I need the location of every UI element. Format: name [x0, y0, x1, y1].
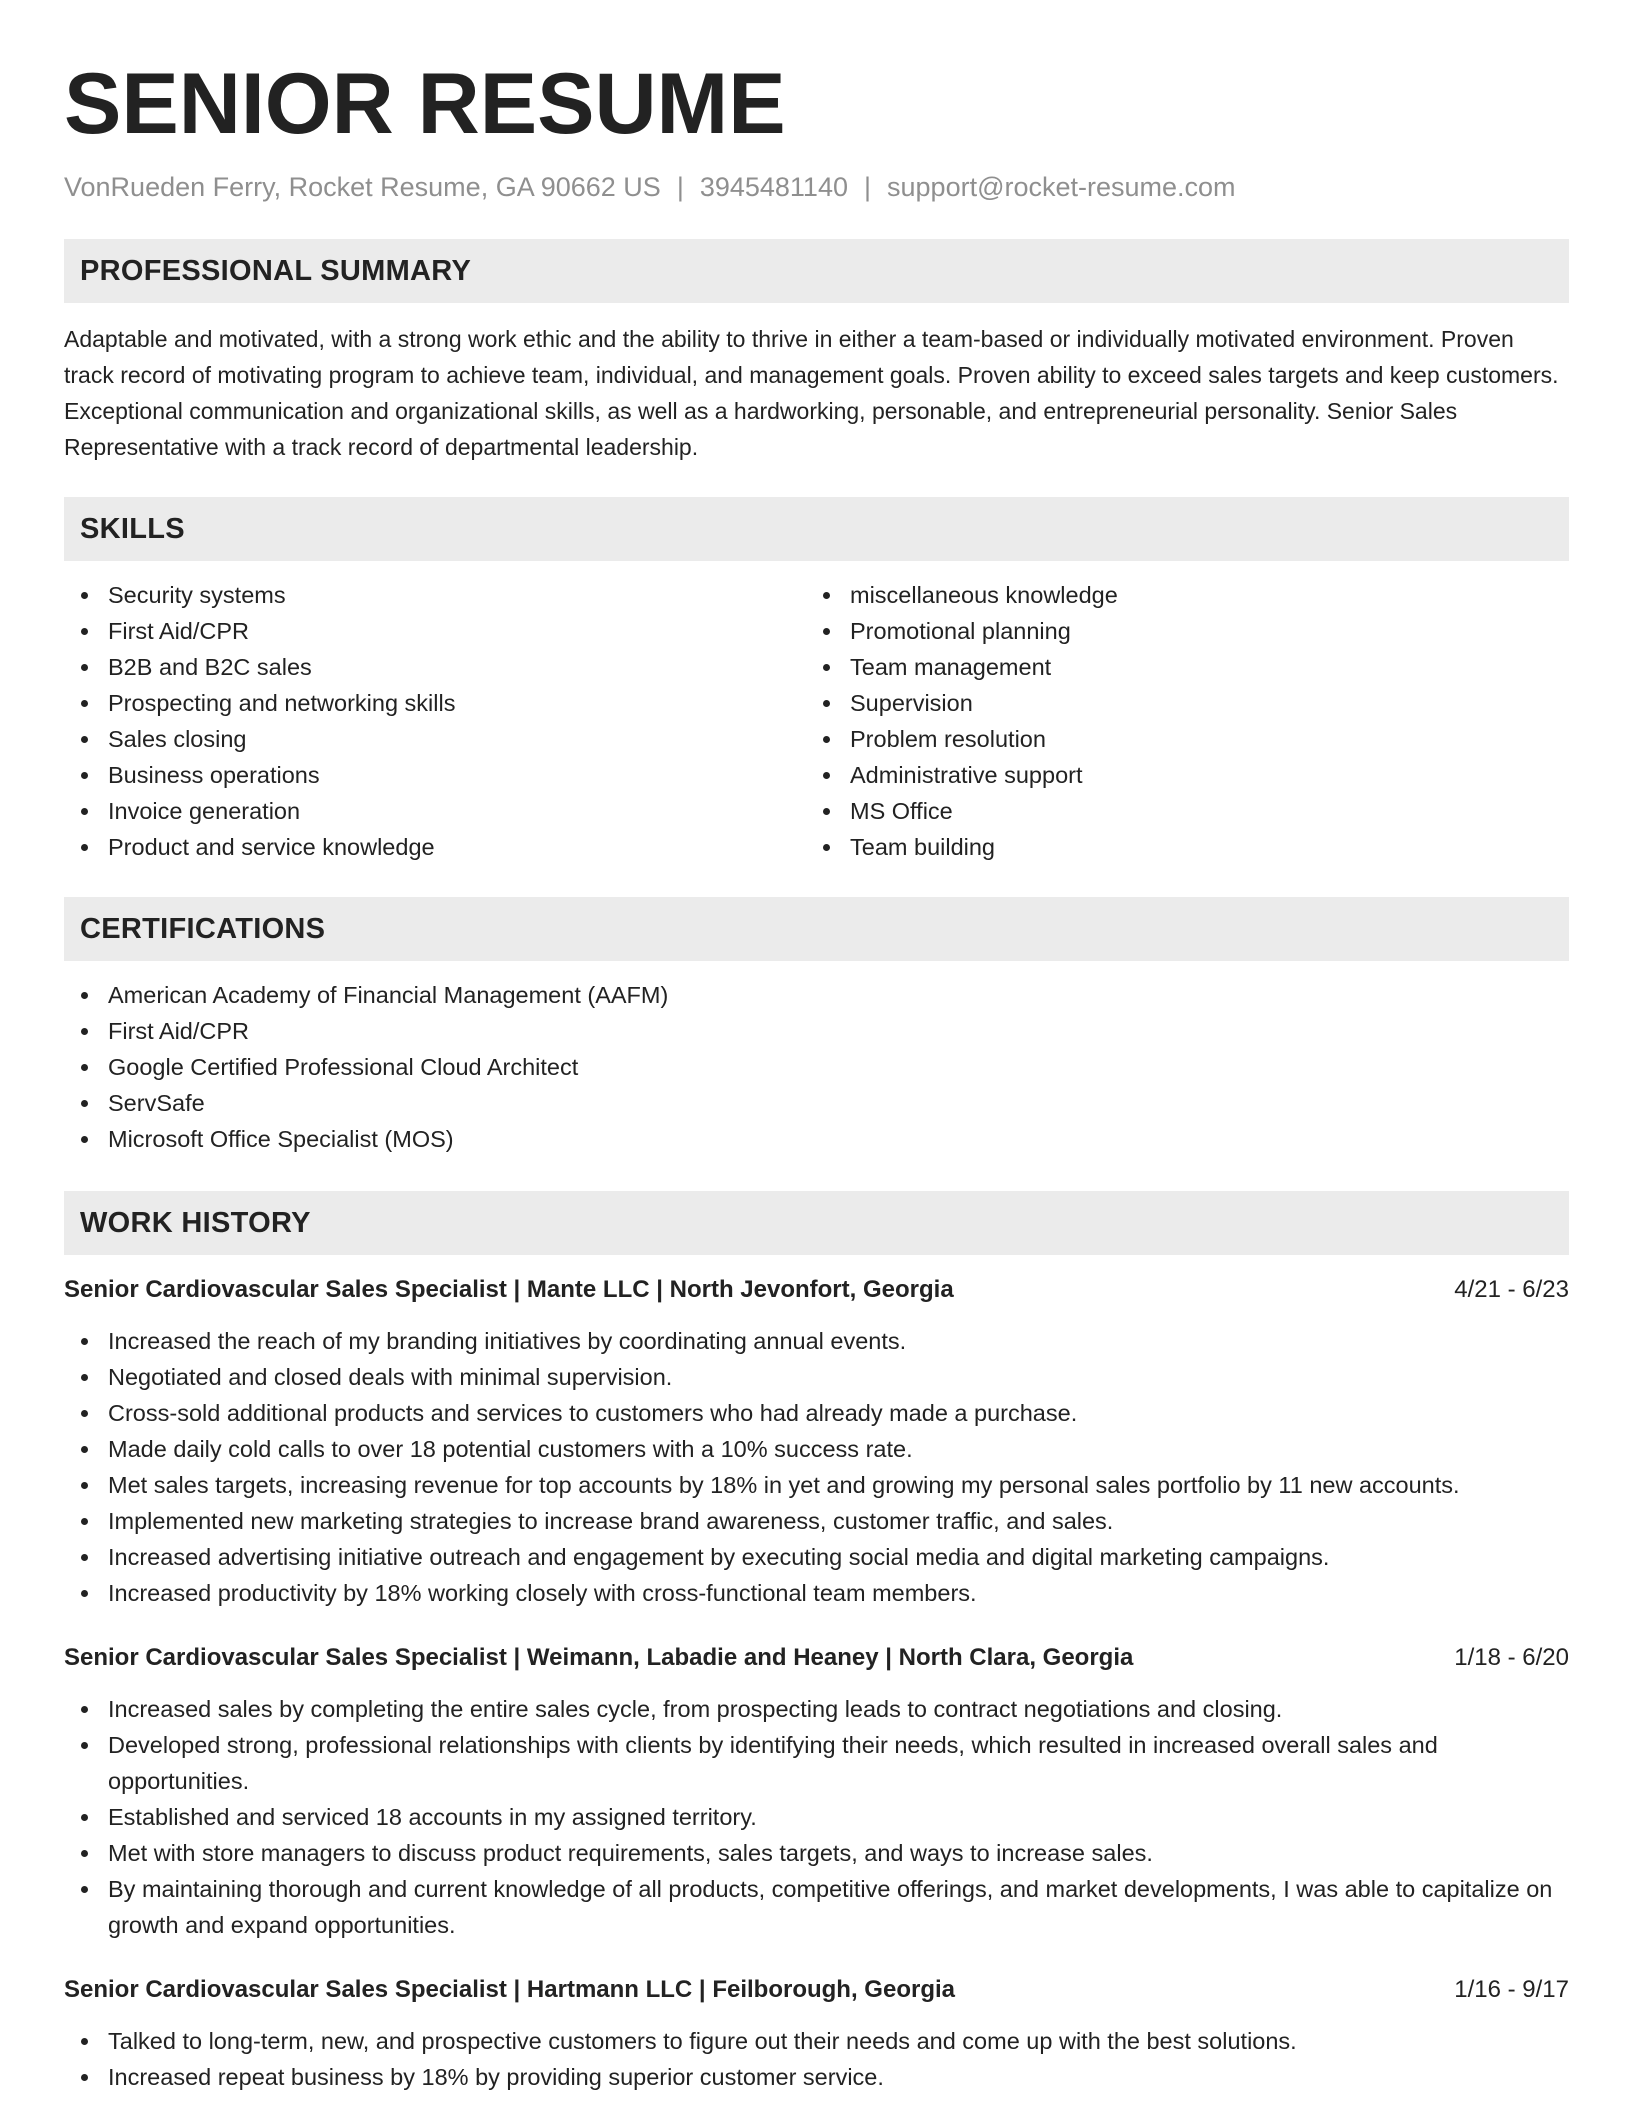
- certification-item: American Academy of Financial Management (AAFM): [64, 977, 1569, 1013]
- job-bullet: Cross-sold additional products and services to customers who had already made a purchase.: [64, 1395, 1569, 1431]
- job-bullet: By maintaining thorough and current knowledge of all products, competitive offerings, and market developments, I was able to capitalize on growth and expand opportunities.: [64, 1871, 1569, 1943]
- job-bullet: Established and serviced 18 accounts in my assigned territory.: [64, 1799, 1569, 1835]
- job-bullet: Increased repeat business by 18% by providing superior customer service.: [64, 2059, 1569, 2095]
- resume-page: [64, 58, 1569, 2095]
- resume-title: SENIOR RESUME: [64, 56, 786, 152]
- skill-item: B2B and B2C sales: [64, 649, 806, 685]
- job-bullet: Implemented new marketing strategies to increase brand awareness, customer traffic, and sales.: [64, 1503, 1569, 1539]
- job-bullet: Increased the reach of my branding initiatives by coordinating annual events.: [64, 1323, 1569, 1359]
- job-entry: [64, 1641, 1569, 1943]
- skill-item: Business operations: [64, 757, 806, 793]
- skill-item: Product and service knowledge: [64, 829, 806, 865]
- contact-separator: |: [676, 172, 684, 202]
- skill-item: Supervision: [806, 685, 1548, 721]
- certification-item: First Aid/CPR: [64, 1013, 1569, 1049]
- contact-line: [64, 170, 1569, 204]
- contact-separator: |: [864, 172, 872, 202]
- job-dates: 1/16 - 9/17: [1454, 1976, 1569, 2003]
- job-bullet: Negotiated and closed deals with minimal supervision.: [64, 1359, 1569, 1395]
- skills-grid: [64, 577, 1569, 865]
- skill-item: miscellaneous knowledge: [806, 577, 1548, 613]
- skill-item: Prospecting and networking skills: [64, 685, 806, 721]
- skill-item: Promotional planning: [806, 613, 1548, 649]
- job-bullet: Developed strong, professional relationships with clients by identifying their needs, which resulted in increased overall sales and opportunities.: [64, 1727, 1569, 1799]
- skills-list-left: [64, 577, 806, 865]
- contact-phone: 3945481140: [699, 172, 848, 202]
- job-header: [64, 1973, 1569, 2007]
- job-dates: 4/21 - 6/23: [1454, 1276, 1569, 1303]
- section-heading-work-history: WORK HISTORY: [64, 1191, 1569, 1255]
- job-bullet: Made daily cold calls to over 18 potential customers with a 10% success rate.: [64, 1431, 1569, 1467]
- job-bullet: Met sales targets, increasing revenue for top accounts by 18% in yet and growing my personal sales portfolio by 11 new accounts.: [64, 1467, 1569, 1503]
- section-heading-summary: PROFESSIONAL SUMMARY: [64, 239, 1569, 303]
- job-bullet: Increased advertising initiative outreach and engagement by executing social media and digital marketing campaigns.: [64, 1539, 1569, 1575]
- skill-item: Team management: [806, 649, 1548, 685]
- contact-email: support@rocket-resume.com: [887, 172, 1236, 202]
- job-title: Senior Cardiovascular Sales Specialist | Weimann, Labadie and Heaney | North Clara, Georgia: [64, 1644, 1134, 1671]
- skill-item: Security systems: [64, 577, 806, 613]
- section-heading-skills: SKILLS: [64, 497, 1569, 561]
- job-title: Senior Cardiovascular Sales Specialist | Mante LLC | North Jevonfort, Georgia: [64, 1276, 954, 1303]
- section-heading-certifications: CERTIFICATIONS: [64, 897, 1569, 961]
- skills-list-right: [806, 577, 1548, 865]
- job-header: [64, 1641, 1569, 1675]
- certification-item: ServSafe: [64, 1085, 1569, 1121]
- job-bullet: Talked to long-term, new, and prospective customers to figure out their needs and come up with the best solutions.: [64, 2023, 1569, 2059]
- skill-item: First Aid/CPR: [64, 613, 806, 649]
- skill-item: Invoice generation: [64, 793, 806, 829]
- job-bullets: [64, 2023, 1569, 2095]
- job-bullets: [64, 1691, 1569, 1943]
- job-bullet: Increased productivity by 18% working closely with cross-functional team members.: [64, 1575, 1569, 1611]
- summary-text: Adaptable and motivated, with a strong work ethic and the ability to thrive in either a team-based or individually motivated environment. Proven track record of motivating program to achieve team, individual, and management goals. Proven ability to exceed sales targets and keep customers. Exceptional communication and organizational skills, as well as a hardworking, personable, and entrepreneurial personality. Senior Sales Representative with a track record of departmental leadership.: [64, 326, 1559, 460]
- job-entry: [64, 1973, 1569, 2095]
- skill-item: Administrative support: [806, 757, 1548, 793]
- job-bullet: Increased sales by completing the entire sales cycle, from prospecting leads to contract negotiations and closing.: [64, 1691, 1569, 1727]
- certifications-list: [64, 977, 1569, 1157]
- job-bullet: Met with store managers to discuss product requirements, sales targets, and ways to increase sales.: [64, 1835, 1569, 1871]
- skill-item: Sales closing: [64, 721, 806, 757]
- skill-item: Team building: [806, 829, 1548, 865]
- job-bullets: [64, 1323, 1569, 1611]
- job-title: Senior Cardiovascular Sales Specialist | Hartmann LLC | Feilborough, Georgia: [64, 1976, 955, 2003]
- job-header: [64, 1273, 1569, 1307]
- job-entry: [64, 1273, 1569, 1611]
- job-dates: 1/18 - 6/20: [1454, 1644, 1569, 1671]
- certification-item: Google Certified Professional Cloud Architect: [64, 1049, 1569, 1085]
- skill-item: MS Office: [806, 793, 1548, 829]
- skill-item: Problem resolution: [806, 721, 1548, 757]
- certification-item: Microsoft Office Specialist (MOS): [64, 1121, 1569, 1157]
- contact-address: VonRueden Ferry, Rocket Resume, GA 90662 US: [64, 172, 661, 202]
